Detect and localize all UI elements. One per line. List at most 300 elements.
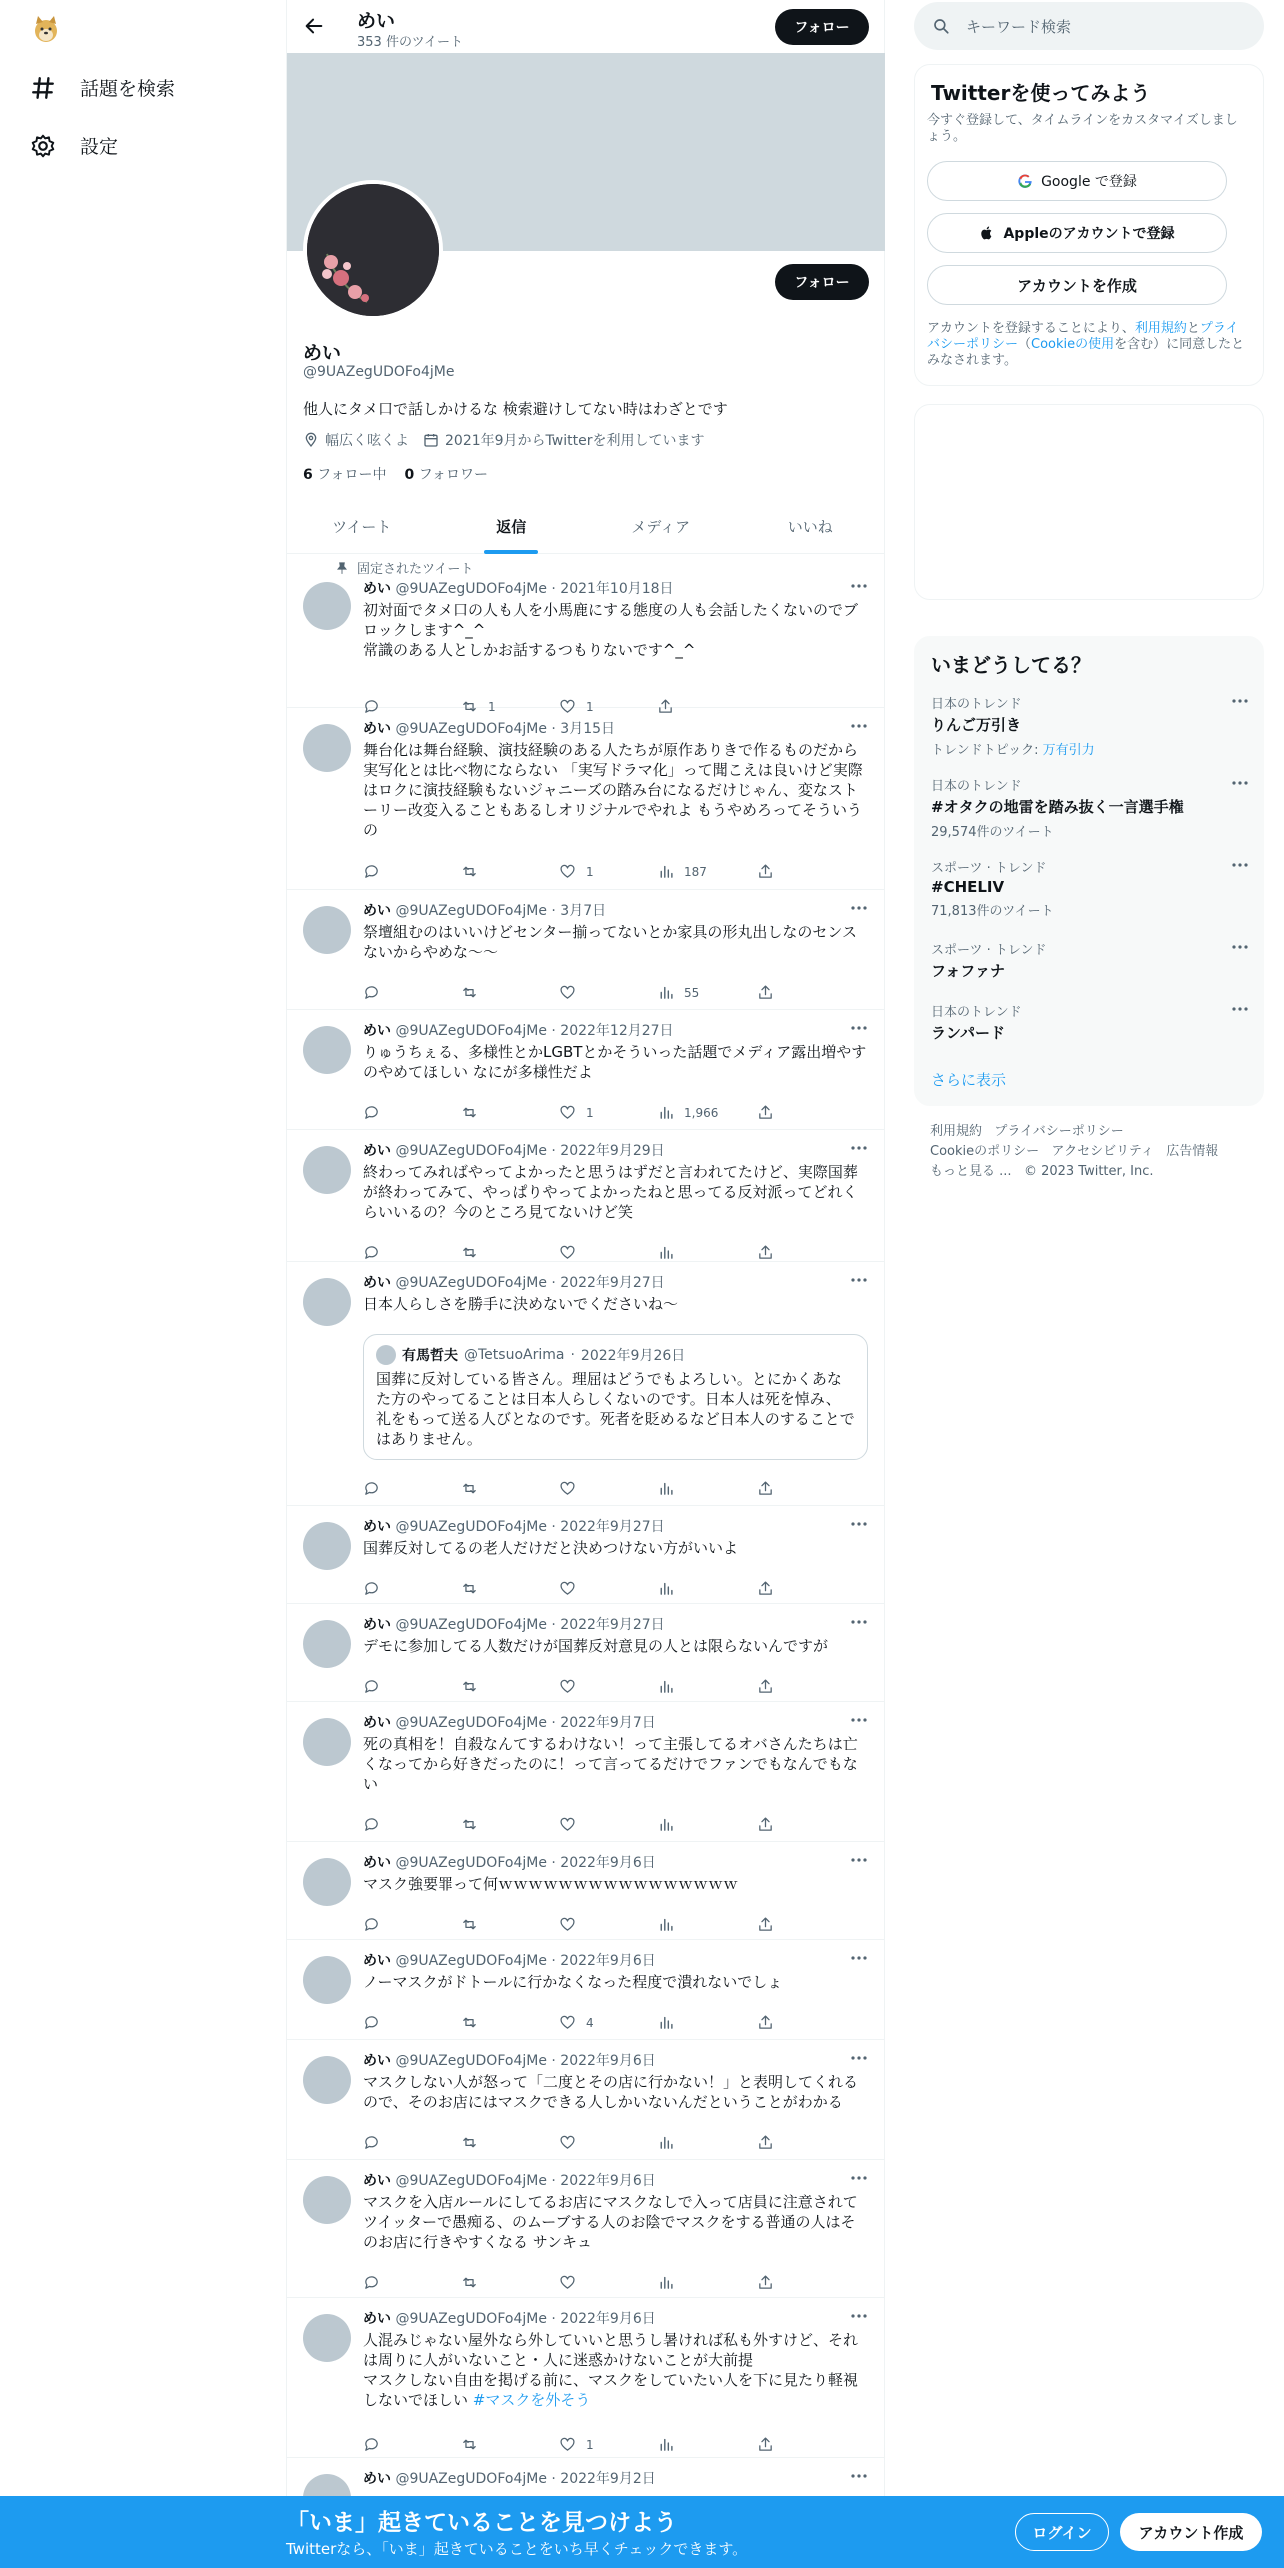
- trend-topic-link[interactable]: 万有引力: [1042, 743, 1095, 758]
- back-arrow-icon[interactable]: [303, 15, 325, 37]
- apple-signup-button[interactable]: [927, 213, 1227, 253]
- reply-button[interactable]: [363, 2436, 380, 2453]
- tweet-date[interactable]: 2022年9月27日: [560, 1275, 665, 1291]
- header-follow-button[interactable]: フォロー: [775, 9, 869, 45]
- trend-item[interactable]: [931, 693, 1249, 758]
- signup-terms: [927, 321, 1247, 369]
- tweet-body: [363, 1140, 868, 1222]
- tweet-body: [363, 900, 868, 962]
- tab-media[interactable]: メディア: [631, 518, 691, 536]
- tab-replies[interactable]: 返信: [437, 502, 587, 553]
- tweet-actions: [363, 2134, 783, 2152]
- views-button[interactable]: [657, 2274, 684, 2291]
- footer-link[interactable]: アクセシビリティ: [1051, 1144, 1154, 1159]
- trend-item[interactable]: [931, 775, 1249, 840]
- more-options-icon[interactable]: [850, 2308, 868, 2324]
- tweet-text: [363, 740, 868, 840]
- gear-icon: [30, 133, 56, 159]
- tweet-text-content: 祭壇組むのはいいけどセンター揃ってないとか家具の形丸出しなのセンスないからやめな〜〜: [363, 923, 857, 961]
- tweet-date[interactable]: 2022年9月2日: [560, 2471, 656, 2487]
- more-options-icon[interactable]: [850, 1712, 868, 1728]
- views-button[interactable]: [657, 2436, 684, 2453]
- privacy-link[interactable]: プライバシーポリシー: [927, 321, 1239, 352]
- tweet-actions: [363, 2436, 783, 2454]
- retweet-button[interactable]: [461, 984, 488, 1001]
- share-button[interactable]: [757, 1678, 774, 1695]
- more-options-icon[interactable]: [1231, 857, 1249, 873]
- tweet-date[interactable]: 2022年9月6日: [560, 2053, 656, 2069]
- terms-post: を含む）に同意したとみなされます。: [927, 337, 1245, 368]
- tweet-author-name[interactable]: めい: [363, 1143, 391, 1159]
- tweet-avatar[interactable]: [303, 724, 351, 772]
- footer-link[interactable]: もっと見る ...: [930, 1164, 1012, 1179]
- share-button[interactable]: [757, 863, 774, 880]
- like-button[interactable]: [559, 2274, 586, 2291]
- retweet-button[interactable]: [461, 2014, 488, 2031]
- tweet[interactable]: [287, 1262, 885, 1506]
- trend-item[interactable]: [931, 857, 1249, 919]
- trends-panel: [914, 636, 1264, 1106]
- share-button[interactable]: [757, 1104, 774, 1121]
- tweet-handle[interactable]: @9UAZegUDOFo4jMe: [395, 1519, 547, 1535]
- heart-icon: [559, 984, 576, 1001]
- tweet-header: めい @9UAZegUDOFo4jMe · 2022年9月7日: [363, 1715, 656, 1731]
- tweet-avatar[interactable]: [303, 2176, 351, 2224]
- header-name: めい: [357, 10, 396, 32]
- tweet-author-name[interactable]: めい: [363, 1275, 391, 1291]
- tweet-avatar[interactable]: [303, 1278, 351, 1326]
- tweet-handle[interactable]: @9UAZegUDOFo4jMe: [395, 1953, 547, 1969]
- terms-mid1: と: [1186, 321, 1200, 336]
- reply-button[interactable]: [363, 1916, 380, 1933]
- tweet-actions: [363, 863, 783, 881]
- views-button[interactable]: [657, 1580, 684, 1597]
- retweet-icon: [461, 1244, 478, 1261]
- footer-link[interactable]: 広告情報: [1166, 1144, 1219, 1159]
- tweet-author-name[interactable]: めい: [363, 721, 391, 737]
- reply-button[interactable]: [363, 1816, 380, 1833]
- reply-button[interactable]: [363, 2134, 380, 2151]
- heart-icon: [559, 2134, 576, 2151]
- trend-name: #オタクの地雷を踏み抜く一言選手権: [931, 798, 1184, 816]
- tweet-date[interactable]: 2022年9月27日: [560, 1519, 665, 1535]
- terms-mid2: （: [1018, 337, 1032, 352]
- tweet[interactable]: [287, 2160, 885, 2298]
- nav-settings[interactable]: [30, 132, 118, 159]
- tweet-header: めい @9UAZegUDOFo4jMe · 2022年9月6日: [363, 2053, 656, 2069]
- trend-item[interactable]: [931, 1001, 1249, 1043]
- tweet-avatar[interactable]: [303, 1858, 351, 1906]
- views-button[interactable]: [657, 984, 699, 1001]
- views-chart-icon: [657, 2436, 674, 2453]
- tab-likes[interactable]: いいね: [787, 518, 833, 536]
- trend-item[interactable]: [931, 939, 1249, 981]
- trend-topic: [931, 739, 1249, 758]
- tweet-author-name[interactable]: めい: [363, 1953, 391, 1969]
- views-chart-icon: [657, 984, 674, 1001]
- share-button[interactable]: [757, 2014, 774, 2031]
- reply-button[interactable]: [363, 1244, 380, 1261]
- profile-follow-button[interactable]: フォロー: [775, 264, 869, 300]
- tweet[interactable]: [287, 1940, 885, 2040]
- tweet[interactable]: [287, 1842, 885, 1940]
- heart-icon: [559, 1916, 576, 1933]
- tweet-handle[interactable]: @9UAZegUDOFo4jMe: [395, 721, 547, 737]
- reply-button[interactable]: [363, 2014, 380, 2031]
- tweet-header: めい @9UAZegUDOFo4jMe · 2022年9月6日: [363, 1953, 656, 1969]
- tweet[interactable]: [287, 1130, 885, 1262]
- pinned-label: 固定されたツイート: [357, 562, 474, 577]
- tweet-avatar[interactable]: [303, 2056, 351, 2104]
- views-button[interactable]: [657, 1104, 718, 1121]
- following-label: フォロー中: [317, 467, 387, 483]
- tweet-author-name[interactable]: めい: [363, 1519, 391, 1535]
- quoted-date: 2022年9月26日: [580, 1348, 686, 1364]
- like-button[interactable]: [559, 984, 586, 1001]
- tweet-author-name[interactable]: めい: [363, 2053, 391, 2069]
- tweet-author-name[interactable]: めい: [363, 581, 391, 597]
- retweet-button[interactable]: [461, 1244, 488, 1261]
- profile-joined-text: 2021年9月からTwitterを利用しています: [445, 433, 705, 449]
- tweet-handle[interactable]: @9UAZegUDOFo4jMe: [395, 1617, 547, 1633]
- tweet-text-content: ノーマスクがドトールに行かなくなった程度で潰れないでしょ: [363, 1973, 783, 1991]
- like-button[interactable]: [559, 2014, 594, 2031]
- retweet-icon: [461, 1580, 478, 1597]
- tweet-author-name[interactable]: めい: [363, 2173, 391, 2189]
- profile-handle: @9UAZegUDOFo4jMe: [303, 364, 455, 380]
- tweet-handle[interactable]: @9UAZegUDOFo4jMe: [395, 903, 547, 919]
- search-box[interactable]: [914, 2, 1264, 50]
- reply-icon: [363, 1104, 380, 1121]
- more-options-icon[interactable]: [850, 718, 868, 734]
- views-chart-icon: [657, 1916, 674, 1933]
- more-options-icon[interactable]: [850, 1614, 868, 1630]
- bottom-bar-subtitle: Twitterなら、「いま」起きていることをいち早くチェックできます。: [286, 2540, 748, 2558]
- views-button[interactable]: [657, 1816, 684, 1833]
- heart-icon: [559, 2436, 576, 2453]
- tweet-avatar[interactable]: [303, 1146, 351, 1194]
- signup-button[interactable]: アカウント作成: [1120, 2513, 1262, 2551]
- tweet-author-name[interactable]: めい: [363, 903, 391, 919]
- like-button[interactable]: [559, 1816, 586, 1833]
- quoted-author-name: 有馬哲夫: [402, 1348, 458, 1364]
- tweet-header: めい @9UAZegUDOFo4jMe · 2022年9月27日: [363, 1617, 665, 1633]
- tweet[interactable]: [287, 708, 885, 890]
- share-button[interactable]: [757, 2134, 774, 2151]
- views-button[interactable]: [657, 863, 707, 880]
- retweet-button[interactable]: [461, 1816, 488, 1833]
- retweet-icon: [461, 1104, 478, 1121]
- like-count: 1: [586, 1105, 594, 1120]
- trend-topic-prefix: トレンドトピック:: [931, 743, 1043, 758]
- tweet-avatar[interactable]: [303, 1026, 351, 1074]
- nav-settings-label: 設定: [80, 136, 119, 158]
- tweet-author-name[interactable]: めい: [363, 1617, 391, 1633]
- like-button[interactable]: [559, 863, 594, 880]
- tweet-handle[interactable]: @9UAZegUDOFo4jMe: [395, 1275, 547, 1291]
- more-options-icon[interactable]: [850, 1516, 868, 1532]
- share-button[interactable]: [757, 1916, 774, 1933]
- retweet-icon: [461, 2014, 478, 2031]
- retweet-icon: [461, 984, 478, 1001]
- more-options-icon[interactable]: [850, 2170, 868, 2186]
- tweet-text: [363, 1636, 868, 1656]
- google-signup-button[interactable]: [927, 161, 1227, 201]
- tweet[interactable]: [287, 1010, 885, 1130]
- share-button[interactable]: [757, 2274, 774, 2291]
- tweet-date[interactable]: 2022年9月29日: [560, 1143, 665, 1159]
- tweet-date[interactable]: 2022年9月6日: [560, 1953, 656, 1969]
- tweet-author-name[interactable]: めい: [363, 2311, 391, 2327]
- tweet-handle[interactable]: @9UAZegUDOFo4jMe: [395, 1715, 547, 1731]
- tweet-avatar[interactable]: [303, 1522, 351, 1570]
- tweet-text: [363, 1538, 868, 1558]
- reply-icon: [363, 2436, 380, 2453]
- more-options-icon[interactable]: [850, 1272, 868, 1288]
- tweet-author-name[interactable]: めい: [363, 1023, 391, 1039]
- share-button[interactable]: [757, 2436, 774, 2453]
- flower-avatar-icon: [307, 184, 439, 316]
- views-button[interactable]: [657, 1678, 684, 1695]
- more-options-icon[interactable]: [850, 1020, 868, 1036]
- home-logo-icon[interactable]: [30, 14, 62, 44]
- reply-button[interactable]: [363, 863, 380, 880]
- reply-icon: [363, 1580, 380, 1597]
- more-options-icon[interactable]: [850, 578, 868, 594]
- heart-icon: [559, 1580, 576, 1597]
- tweet-date[interactable]: 2022年12月27日: [560, 1023, 674, 1039]
- search-icon: [932, 17, 950, 35]
- retweet-button[interactable]: [461, 1678, 488, 1695]
- tweet-date[interactable]: 2022年9月6日: [560, 2173, 656, 2189]
- like-button[interactable]: [559, 1916, 586, 1933]
- retweet-icon: [461, 863, 478, 880]
- views-chart-icon: [657, 2134, 674, 2151]
- google-signup-label: Google で登録: [1041, 174, 1137, 190]
- reply-button[interactable]: [363, 1480, 380, 1497]
- share-icon: [757, 1678, 774, 1695]
- like-count: 1: [586, 2437, 594, 2452]
- share-button[interactable]: [757, 984, 774, 1001]
- share-button[interactable]: [757, 1244, 774, 1261]
- like-button[interactable]: [559, 1580, 586, 1597]
- tweet-avatar[interactable]: [303, 582, 351, 630]
- like-button[interactable]: [559, 2134, 586, 2151]
- profile-bio: 他人にタメ口で話しかけるな 検索避けしてない時はわざとです: [303, 400, 728, 418]
- header-tweet-count: 353 件のツイート: [357, 35, 464, 50]
- more-options-icon[interactable]: [850, 2468, 868, 2484]
- tweet-avatar[interactable]: [303, 1718, 351, 1766]
- terms-link[interactable]: 利用規約: [1134, 321, 1187, 336]
- like-button[interactable]: [559, 1678, 586, 1695]
- more-options-icon[interactable]: [850, 2050, 868, 2066]
- tweet-date[interactable]: 2022年9月27日: [560, 1617, 665, 1633]
- tweet-body: [363, 2308, 868, 2410]
- followers-link[interactable]: [405, 464, 489, 484]
- reply-button[interactable]: [363, 984, 380, 1001]
- retweet-button[interactable]: [461, 1480, 488, 1497]
- tweet[interactable]: [287, 890, 885, 1010]
- tweet-text-content: マスクしない人が怒って「二度とその店に行かない！」と表明してくれるので、そのお店にはマスクできる人しかいないんだということがわかる: [363, 2073, 859, 2111]
- tweet-header: めい @9UAZegUDOFo4jMe · 3月15日: [363, 721, 616, 737]
- more-options-icon[interactable]: [850, 1852, 868, 1868]
- tweet-handle[interactable]: @9UAZegUDOFo4jMe: [395, 1023, 547, 1039]
- tweet-avatar[interactable]: [303, 2314, 351, 2362]
- tweet-handle[interactable]: @9UAZegUDOFo4jMe: [395, 2173, 547, 2189]
- profile-avatar[interactable]: [303, 180, 443, 320]
- retweet-icon: [461, 2274, 478, 2291]
- profile-location: [303, 430, 409, 450]
- more-options-icon[interactable]: [850, 1950, 868, 1966]
- like-button[interactable]: [559, 1104, 594, 1121]
- bottom-bar-title: 「いま」起きていることを見つけよう: [286, 2510, 677, 2536]
- trend-category: 日本のトレンド: [931, 1005, 1022, 1020]
- retweet-button[interactable]: [461, 863, 488, 880]
- reply-icon: [363, 2274, 380, 2291]
- copyright: © 2023 Twitter, Inc.: [1023, 1164, 1154, 1179]
- reply-button[interactable]: [363, 1580, 380, 1597]
- views-button[interactable]: [657, 2134, 684, 2151]
- trend-category: スポーツ · トレンド: [931, 943, 1047, 958]
- retweet-icon: [461, 2134, 478, 2151]
- share-icon: [757, 1916, 774, 1933]
- reply-icon: [363, 984, 380, 1001]
- tweet-date[interactable]: 2022年9月6日: [560, 2311, 656, 2327]
- tweet-date[interactable]: 3月7日: [560, 903, 607, 919]
- create-account-button[interactable]: アカウントを作成: [927, 265, 1227, 305]
- tweet-text-content: 人混みじゃない屋外なら外していいと思うし暑ければ私も外すけど、それは周りに人がいないこと・人に迷惑かけないことが大前提 マスクしない自由を掲げる前に、マスクをしていたい人を下に見たり軽視しないでほしい: [363, 2331, 859, 2409]
- views-button[interactable]: [657, 1480, 684, 1497]
- more-options-icon[interactable]: [850, 1140, 868, 1156]
- tweet-avatar[interactable]: [303, 906, 351, 954]
- tweet[interactable]: [287, 2040, 885, 2160]
- tweet-handle[interactable]: @9UAZegUDOFo4jMe: [395, 1143, 547, 1159]
- share-icon: [757, 2134, 774, 2151]
- tweet-avatar[interactable]: [303, 1620, 351, 1668]
- trend-category: 日本のトレンド: [931, 779, 1022, 794]
- like-button[interactable]: [559, 2436, 594, 2453]
- login-button[interactable]: ログイン: [1015, 2513, 1109, 2551]
- share-button[interactable]: [757, 1480, 774, 1497]
- tweet-handle[interactable]: @9UAZegUDOFo4jMe: [395, 2471, 547, 2487]
- tweet-text-content: マスクを入店ルールにしてるお店にマスクなしで入って店員に注意されてツイッターで愚痴る、のムーブする人のお陰でマスクをする普通の人はそのお店に行きやすくなる サンキュ: [363, 2193, 858, 2251]
- terms-pre: アカウントを登録することにより、: [927, 321, 1135, 336]
- reply-icon: [363, 2134, 380, 2151]
- retweet-button[interactable]: [461, 2274, 488, 2291]
- views-chart-icon: [657, 863, 674, 880]
- cookie-link[interactable]: Cookieの使用: [1031, 337, 1115, 352]
- trend-name: フォファナ: [931, 962, 1005, 980]
- search-input[interactable]: キーワード検索: [966, 17, 1072, 36]
- tweet-header: めい @9UAZegUDOFo4jMe · 2022年9月6日: [363, 2311, 656, 2327]
- tweet-text-content: デモに参加してる人数だけが国葬反対意見の人とは限らないんですが: [363, 1637, 829, 1655]
- heart-icon: [559, 1104, 576, 1121]
- tweet-handle[interactable]: @9UAZegUDOFo4jMe: [395, 2311, 547, 2327]
- tweet-handle[interactable]: @9UAZegUDOFo4jMe: [395, 2053, 547, 2069]
- tweet-date[interactable]: 3月15日: [560, 721, 616, 737]
- tweet-author-name[interactable]: めい: [363, 1715, 391, 1731]
- tweet[interactable]: [287, 1702, 885, 1842]
- more-options-icon[interactable]: [1231, 775, 1249, 791]
- tweet-avatar[interactable]: [303, 1956, 351, 2004]
- views-button[interactable]: [657, 1244, 684, 1261]
- tweet[interactable]: [287, 2298, 885, 2458]
- share-button[interactable]: [757, 1580, 774, 1597]
- tweet-actions: [363, 2014, 783, 2032]
- retweet-button[interactable]: [461, 1104, 488, 1121]
- share-icon: [757, 1816, 774, 1833]
- retweet-button[interactable]: [461, 2134, 488, 2151]
- views-button[interactable]: [657, 2014, 684, 2031]
- signup-title: Twitterを使ってみよう: [931, 81, 1151, 105]
- tweet-hashtag[interactable]: #マスクを外そう: [472, 2391, 591, 2409]
- tweet-handle[interactable]: @9UAZegUDOFo4jMe: [395, 1855, 547, 1871]
- tweet-handle[interactable]: @9UAZegUDOFo4jMe: [395, 581, 547, 597]
- tweet-date[interactable]: 2021年10月18日: [560, 581, 674, 597]
- share-icon: [757, 1244, 774, 1261]
- views-button[interactable]: [657, 1916, 684, 1933]
- view-count: 187: [684, 864, 707, 879]
- like-button[interactable]: [559, 1244, 586, 1261]
- profile-follow-stats: [303, 464, 488, 484]
- reply-button[interactable]: [363, 2274, 380, 2291]
- more-options-icon[interactable]: [1231, 939, 1249, 955]
- reply-icon: [363, 2014, 380, 2031]
- quoted-text: 国葬に反対している皆さん。理屈はどうでもよろしい。とにかくあなた方のやってることは日本人らしくないのです。日本人は死を悼み、礼をもって送る人びとなのです。死者を貶めるなど日本人のすることではありません。: [376, 1370, 855, 1448]
- retweet-button[interactable]: [461, 1916, 488, 1933]
- nav-explore[interactable]: [30, 74, 175, 101]
- tweet-actions: [363, 1816, 783, 1834]
- tweet-text: [363, 1734, 868, 1794]
- footer-link[interactable]: 利用規約: [930, 1124, 983, 1139]
- tweet[interactable]: [287, 554, 885, 714]
- show-more-link[interactable]: さらに表示: [931, 1071, 1007, 1089]
- tweet-author-name[interactable]: めい: [363, 2471, 391, 2487]
- location-pin-icon: [303, 432, 319, 448]
- tweet-body: [363, 1852, 868, 1894]
- reply-button[interactable]: [363, 1104, 380, 1121]
- profile-header-bar: [287, 0, 885, 53]
- more-options-icon[interactable]: [850, 900, 868, 916]
- more-options-icon[interactable]: [1231, 1001, 1249, 1017]
- footer-link[interactable]: プライバシーポリシー: [994, 1124, 1124, 1139]
- tweet-author-name[interactable]: めい: [363, 1855, 391, 1871]
- views-chart-icon: [657, 1580, 674, 1597]
- retweet-button[interactable]: [461, 2436, 488, 2453]
- share-button[interactable]: [757, 1816, 774, 1833]
- tweet[interactable]: [287, 1604, 885, 1702]
- following-link[interactable]: [303, 464, 387, 484]
- trend-category: 日本のトレンド: [931, 697, 1022, 712]
- tweet[interactable]: [287, 1506, 885, 1604]
- share-icon: [757, 1480, 774, 1497]
- tweet-header: めい @9UAZegUDOFo4jMe · 2022年12月27日: [363, 1023, 674, 1039]
- more-options-icon[interactable]: [1231, 693, 1249, 709]
- quoted-tweet[interactable]: [363, 1334, 868, 1460]
- views-chart-icon: [657, 1816, 674, 1833]
- footer-link[interactable]: Cookieのポリシー: [930, 1144, 1040, 1159]
- heart-icon: [559, 863, 576, 880]
- tweet-actions: [363, 1580, 783, 1598]
- like-button[interactable]: [559, 1480, 586, 1497]
- like-count: 1: [586, 864, 594, 879]
- tweet-date[interactable]: 2022年9月7日: [560, 1715, 656, 1731]
- retweet-button[interactable]: [461, 1580, 488, 1597]
- tweet-date[interactable]: 2022年9月6日: [560, 1855, 656, 1871]
- heart-icon: [559, 2274, 576, 2291]
- reply-button[interactable]: [363, 1678, 380, 1695]
- tab-tweets[interactable]: ツイート: [332, 518, 392, 536]
